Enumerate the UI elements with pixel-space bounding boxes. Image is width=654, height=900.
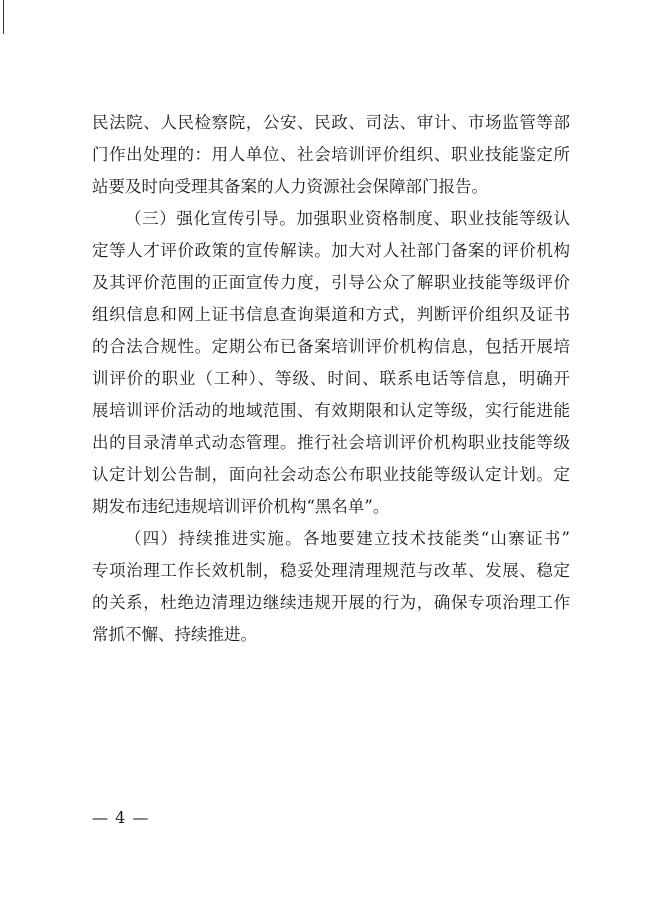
page-number: — 4 — (92, 808, 150, 827)
text-line: 认定计划公告制，面向社会动态公布职业技能等级认定计划。定 (92, 465, 570, 484)
text-line: 的关系，杜绝边清理边继续违规开展的行为，确保专项治理工作 (92, 593, 570, 612)
text-line: 民法院、人民检察院，公安、民政、司法、审计、市场监管等部 (92, 113, 570, 132)
section-heading-line: （四）持续推进实施。各地要建立技术技能类“山寨证书” (125, 529, 570, 548)
text-line: 训评价的职业（工种）、等级、时间、联系电话等信息，明确开 (92, 369, 570, 388)
section-heading-line: （三）强化宣传引导。加强职业资格制度、职业技能等级认 (125, 209, 570, 228)
text-line: 专项治理工作长效机制，稳妥处理清理规范与改革、发展、稳定 (92, 561, 570, 580)
text-line: 定等人才评价政策的宣传解读。加大对人社部门备案的评价机构 (92, 241, 570, 260)
text-line: 门作出处理的：用人单位、社会培训评价组织、职业技能鉴定所 (92, 145, 570, 164)
text-line: 组织信息和网上证书信息查询渠道和方式，判断评价组织及证书 (92, 305, 570, 324)
text-line: 的合法合规性。定期公布已备案培训评价机构信息，包括开展培 (92, 337, 570, 356)
text-line: 站要及时向受理其备案的人力资源社会保障部门报告。 (92, 177, 488, 196)
text-line: 常抓不懈、持续推进。 (92, 625, 257, 644)
scan-border-mark (3, 0, 4, 34)
text-line: 展培训评价活动的地域范围、有效期限和认定等级，实行能进能 (92, 401, 570, 420)
text-line: 期发布违纪违规培训评价机构“黑名单”。 (92, 497, 390, 516)
text-line: 及其评价范围的正面宣传力度，引导公众了解职业技能等级评价 (92, 273, 570, 292)
text-line: 出的目录清单式动态管理。推行社会培训评价机构职业技能等级 (92, 433, 570, 452)
document-body (92, 107, 570, 651)
